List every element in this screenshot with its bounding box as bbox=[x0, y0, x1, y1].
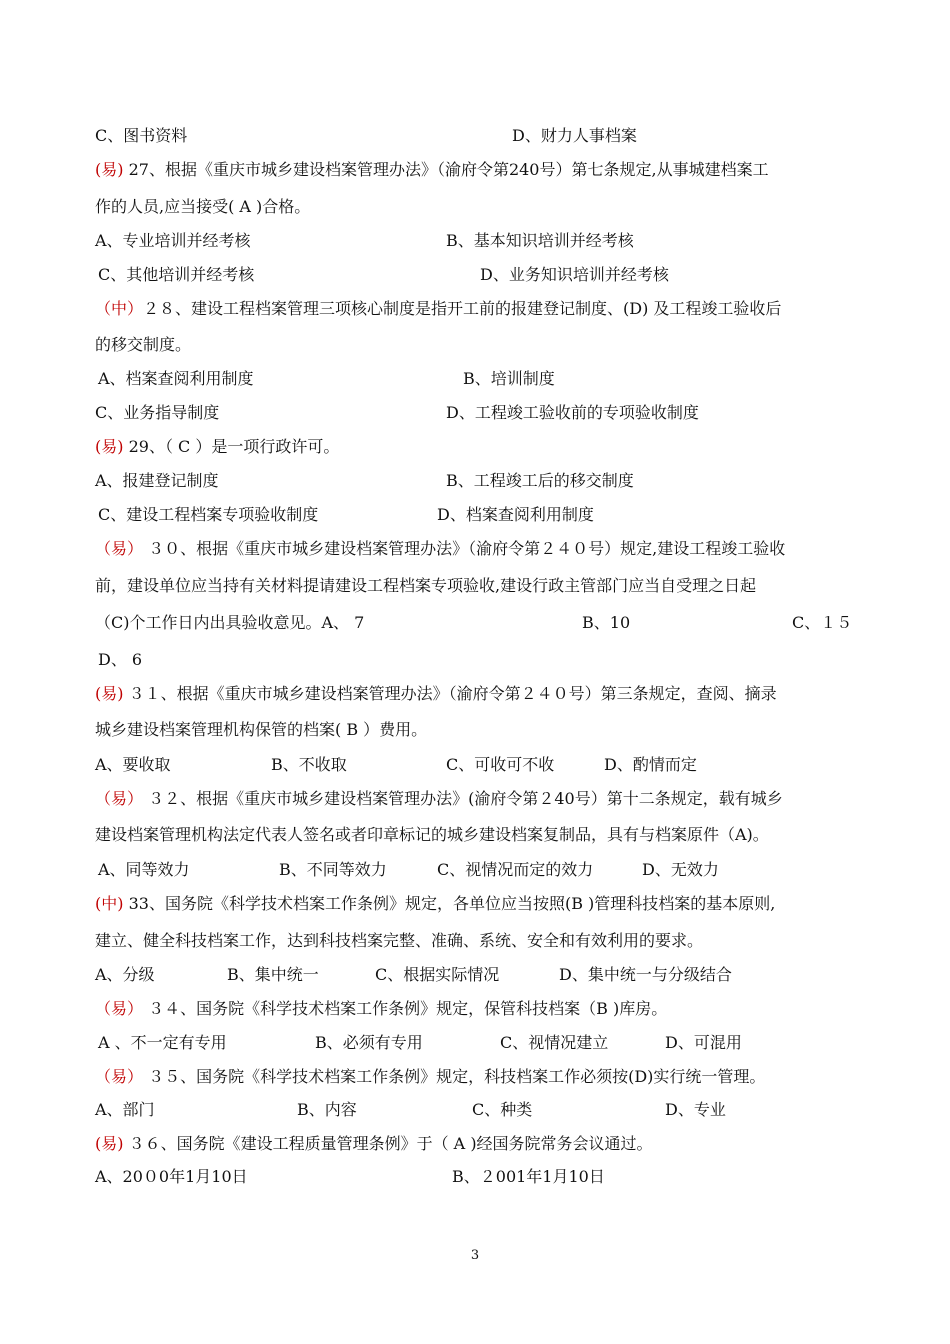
question-text: ３１、根据《重庆市城乡建设档案管理办法》（渝府令第２４０号）第三条规定，查阅、摘录 bbox=[123, 684, 777, 703]
q28-option-b: B、培训制度 bbox=[463, 369, 555, 388]
q35-option-b: B、内容 bbox=[297, 1100, 357, 1119]
q33-line1 bbox=[95, 894, 775, 914]
q31-line2: 城乡建设档案管理机构保管的档案( B ）费用。 bbox=[95, 720, 428, 739]
difficulty-tag: (中) bbox=[95, 894, 124, 913]
q32-option-d: D、无效力 bbox=[642, 860, 719, 879]
q28-option-a: A、档案查阅利用制度 bbox=[98, 369, 254, 388]
q26-option-c: C、图书资料 bbox=[95, 126, 188, 145]
q33-line2: 建立、健全科技档案工作，达到科技档案完整、准确、系统、安全和有效利用的要求。 bbox=[95, 931, 704, 950]
difficulty-tag: （易） bbox=[95, 539, 144, 558]
q28-option-c: C、业务指导制度 bbox=[95, 403, 220, 422]
q31-option-a: A、要收取 bbox=[95, 755, 171, 774]
difficulty-tag: （中） bbox=[95, 299, 144, 318]
q32-line1 bbox=[95, 789, 783, 809]
q27-option-b: B、基本知识培训并经考核 bbox=[446, 231, 634, 250]
question-text: ３２、根据《重庆市城乡建设档案管理办法》(渝府令第２40号）第十二条规定，载有城乡 bbox=[143, 789, 783, 808]
q35-option-a: A、部门 bbox=[95, 1100, 155, 1119]
question-text: ３５、国务院《科学技术档案工作条例》规定，科技档案工作必须按(D)实行统一管理。 bbox=[143, 1067, 766, 1086]
q35-option-d: D、专业 bbox=[665, 1100, 726, 1119]
q28-line2: 的移交制度。 bbox=[95, 335, 192, 354]
q29-line1 bbox=[95, 437, 339, 457]
q29-option-b: B、工程竣工后的移交制度 bbox=[446, 471, 634, 490]
q29-option-a: A、报建登记制度 bbox=[95, 471, 219, 490]
q30-option-b: B、10 bbox=[582, 613, 631, 632]
q27-option-d: D、业务知识培训并经考核 bbox=[480, 265, 669, 284]
q28-option-d: D、工程竣工验收前的专项验收制度 bbox=[446, 403, 699, 422]
question-text: ３４、国务院《科学技术档案工作条例》规定，保管科技档案（B )库房。 bbox=[143, 999, 668, 1018]
question-text: 27、根据《重庆市城乡建设档案管理办法》（渝府令第240号）第七条规定,从事城建档案工 bbox=[123, 160, 769, 179]
q32-option-c: C、视情况而定的效力 bbox=[437, 860, 594, 879]
q33-option-b: B、集中统一 bbox=[227, 965, 319, 984]
question-text: ２８、建设工程档案管理三项核心制度是指开工前的报建登记制度、(D) 及工程竣工验收后 bbox=[143, 299, 782, 318]
q30-option-c: C、１５ bbox=[792, 613, 853, 632]
question-text: 29、（ C ）是一项行政许可。 bbox=[123, 437, 340, 456]
q33-option-a: A、分级 bbox=[95, 965, 155, 984]
q36-line1 bbox=[95, 1134, 653, 1154]
q28-line1 bbox=[95, 299, 781, 319]
q36-option-a: A、20０0年1月10日 bbox=[95, 1167, 248, 1186]
difficulty-tag: (易) bbox=[95, 1134, 124, 1153]
question-text: 33、国务院《科学技术档案工作条例》规定，各单位应当按照(B )管理科技档案的基本原则, bbox=[123, 894, 776, 913]
difficulty-tag: (易) bbox=[95, 684, 124, 703]
page-number: 3 bbox=[470, 1248, 480, 1263]
q27-option-a: A、专业培训并经考核 bbox=[95, 231, 251, 250]
q31-option-b: B、不收取 bbox=[271, 755, 347, 774]
question-text: ３６、国务院《建设工程质量管理条例》于（ A )经国务院常务会议通过。 bbox=[123, 1134, 653, 1153]
q30-line2: 前，建设单位应当持有关材料提请建设工程档案专项验收,建设行政主管部门应当自受理之日起 bbox=[95, 576, 757, 595]
q26-option-d: D、财力人事档案 bbox=[512, 126, 637, 145]
q30-line1 bbox=[95, 539, 785, 559]
q35-option-c: C、种类 bbox=[472, 1100, 533, 1119]
q34-line1 bbox=[95, 999, 667, 1019]
q32-option-b: B、不同等效力 bbox=[279, 860, 387, 879]
q35-line1 bbox=[95, 1067, 765, 1087]
q34-option-b: B、必须有专用 bbox=[315, 1033, 423, 1052]
q31-option-d: D、酌情而定 bbox=[604, 755, 697, 774]
difficulty-tag: （易） bbox=[95, 999, 144, 1018]
q29-option-d: D、档案查阅利用制度 bbox=[437, 505, 594, 524]
q27-line1 bbox=[95, 160, 769, 180]
difficulty-tag: (易) bbox=[95, 437, 124, 456]
difficulty-tag: （易） bbox=[95, 1067, 144, 1086]
q29-option-c: C、建设工程档案专项验收制度 bbox=[98, 505, 319, 524]
q33-option-c: C、根据实际情况 bbox=[375, 965, 500, 984]
difficulty-tag: (易) bbox=[95, 160, 124, 179]
q33-option-d: D、集中统一与分级结合 bbox=[559, 965, 732, 984]
q30-option-d: D、 6 bbox=[98, 650, 143, 669]
q36-option-b: B、２001年1月10日 bbox=[452, 1167, 605, 1186]
q32-option-a: A、同等效力 bbox=[98, 860, 190, 879]
q34-option-a: A 、不一定有专用 bbox=[98, 1033, 227, 1052]
q34-option-d: D、可混用 bbox=[665, 1033, 742, 1052]
q27-line2: 作的人员,应当接受( A )合格。 bbox=[95, 197, 311, 216]
q27-option-c: C、其他培训并经考核 bbox=[98, 265, 255, 284]
q31-option-c: C、可收可不收 bbox=[446, 755, 555, 774]
difficulty-tag: （易） bbox=[95, 789, 144, 808]
q31-line1 bbox=[95, 684, 777, 704]
q34-option-c: C、视情况建立 bbox=[500, 1033, 609, 1052]
q32-line2: 建设档案管理机构法定代表人签名或者印章标记的城乡建设档案复制品，具有与档案原件（A)。 bbox=[95, 825, 769, 844]
q30-line3: （C)个工作日内出具验收意见。A、 7 bbox=[95, 613, 365, 632]
question-text: ３０、根据《重庆市城乡建设档案管理办法》（渝府令第２４０号）规定,建设工程竣工验收 bbox=[143, 539, 786, 558]
